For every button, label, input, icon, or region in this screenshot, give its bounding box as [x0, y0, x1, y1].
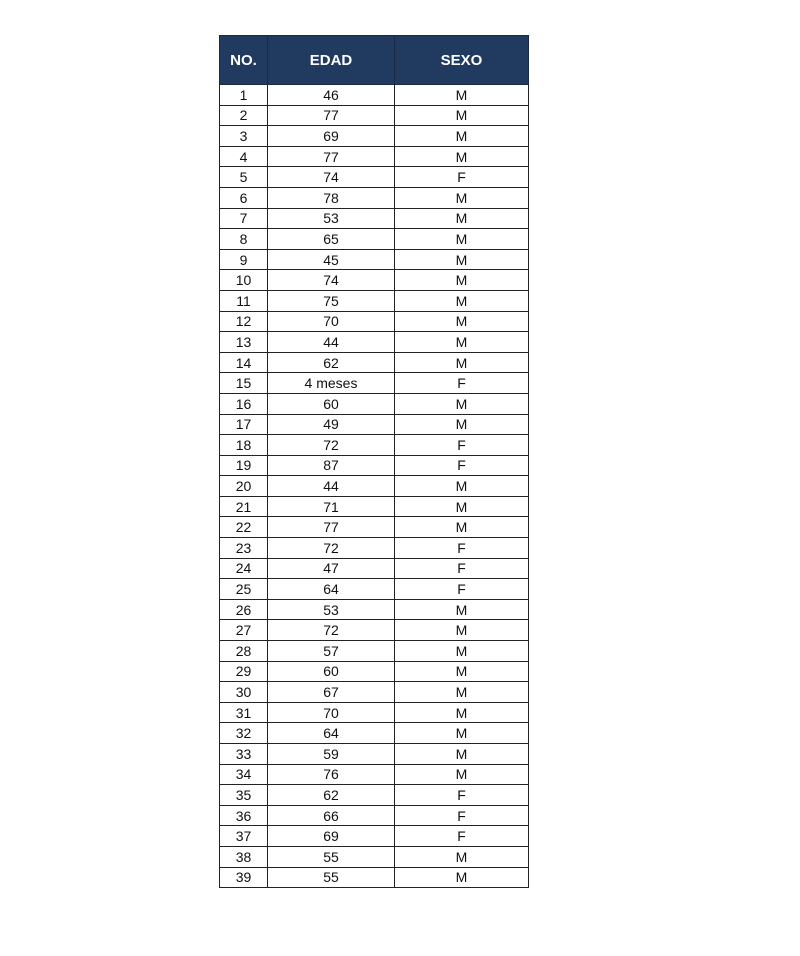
- table-row: [220, 867, 529, 888]
- cell-sexo: F: [395, 805, 529, 826]
- table-row: [220, 167, 529, 188]
- header-sexo: SEXO: [395, 36, 529, 85]
- cell-edad: 71: [268, 496, 395, 517]
- cell-edad: 74: [268, 167, 395, 188]
- cell-edad: 72: [268, 620, 395, 641]
- cell-sexo: M: [395, 187, 529, 208]
- cell-no: 6: [220, 187, 268, 208]
- cell-sexo: M: [395, 702, 529, 723]
- cell-sexo: M: [395, 208, 529, 229]
- table-row: [220, 846, 529, 867]
- cell-edad: 44: [268, 332, 395, 353]
- header-row: [220, 36, 529, 85]
- cell-no: 13: [220, 332, 268, 353]
- table-row: [220, 105, 529, 126]
- cell-edad: 78: [268, 187, 395, 208]
- cell-sexo: M: [395, 661, 529, 682]
- table-row: [220, 682, 529, 703]
- cell-edad: 62: [268, 352, 395, 373]
- cell-sexo: M: [395, 620, 529, 641]
- table-row: [220, 599, 529, 620]
- table-row: [220, 146, 529, 167]
- cell-sexo: M: [395, 85, 529, 106]
- cell-edad: 55: [268, 867, 395, 888]
- cell-sexo: F: [395, 785, 529, 806]
- cell-edad: 55: [268, 846, 395, 867]
- cell-no: 5: [220, 167, 268, 188]
- table-row: [220, 290, 529, 311]
- table-row: [220, 187, 529, 208]
- table-body: [220, 85, 529, 888]
- cell-sexo: M: [395, 146, 529, 167]
- table-row: [220, 723, 529, 744]
- table-row: [220, 435, 529, 456]
- cell-edad: 60: [268, 393, 395, 414]
- table-row: [220, 620, 529, 641]
- cell-no: 18: [220, 435, 268, 456]
- cell-edad: 77: [268, 517, 395, 538]
- cell-edad: 72: [268, 435, 395, 456]
- cell-sexo: M: [395, 744, 529, 765]
- patients-table: [219, 35, 529, 888]
- cell-no: 7: [220, 208, 268, 229]
- cell-edad: 64: [268, 723, 395, 744]
- header-edad: EDAD: [268, 36, 395, 85]
- cell-no: 26: [220, 599, 268, 620]
- cell-no: 11: [220, 290, 268, 311]
- table-row: [220, 332, 529, 353]
- table-row: [220, 393, 529, 414]
- cell-no: 38: [220, 846, 268, 867]
- table-row: [220, 826, 529, 847]
- cell-no: 17: [220, 414, 268, 435]
- cell-no: 10: [220, 270, 268, 291]
- cell-edad: 75: [268, 290, 395, 311]
- cell-edad: 70: [268, 311, 395, 332]
- cell-sexo: M: [395, 290, 529, 311]
- table-row: [220, 208, 529, 229]
- cell-no: 35: [220, 785, 268, 806]
- cell-edad: 69: [268, 826, 395, 847]
- table-row: [220, 455, 529, 476]
- cell-no: 22: [220, 517, 268, 538]
- table-row: [220, 270, 529, 291]
- cell-edad: 67: [268, 682, 395, 703]
- cell-no: 30: [220, 682, 268, 703]
- table-row: [220, 785, 529, 806]
- cell-sexo: F: [395, 826, 529, 847]
- cell-no: 36: [220, 805, 268, 826]
- table-row: [220, 414, 529, 435]
- cell-sexo: M: [395, 723, 529, 744]
- table-row: [220, 579, 529, 600]
- cell-no: 15: [220, 373, 268, 394]
- cell-sexo: M: [395, 249, 529, 270]
- table-row: [220, 126, 529, 147]
- cell-no: 19: [220, 455, 268, 476]
- table-row: [220, 538, 529, 559]
- cell-sexo: M: [395, 270, 529, 291]
- cell-no: 4: [220, 146, 268, 167]
- table-row: [220, 85, 529, 106]
- cell-no: 34: [220, 764, 268, 785]
- cell-no: 16: [220, 393, 268, 414]
- cell-sexo: F: [395, 558, 529, 579]
- table-row: [220, 641, 529, 662]
- cell-edad: 69: [268, 126, 395, 147]
- cell-edad: 59: [268, 744, 395, 765]
- cell-no: 27: [220, 620, 268, 641]
- cell-no: 12: [220, 311, 268, 332]
- cell-sexo: M: [395, 229, 529, 250]
- cell-no: 39: [220, 867, 268, 888]
- cell-sexo: M: [395, 311, 529, 332]
- cell-sexo: M: [395, 332, 529, 353]
- cell-edad: 53: [268, 208, 395, 229]
- table-row: [220, 249, 529, 270]
- cell-edad: 66: [268, 805, 395, 826]
- cell-edad: 57: [268, 641, 395, 662]
- cell-edad: 77: [268, 146, 395, 167]
- table-row: [220, 476, 529, 497]
- cell-edad: 46: [268, 85, 395, 106]
- cell-no: 25: [220, 579, 268, 600]
- cell-edad: 65: [268, 229, 395, 250]
- cell-sexo: M: [395, 517, 529, 538]
- cell-sexo: M: [395, 764, 529, 785]
- cell-sexo: M: [395, 599, 529, 620]
- cell-sexo: M: [395, 496, 529, 517]
- cell-sexo: M: [395, 641, 529, 662]
- table-row: [220, 352, 529, 373]
- cell-edad: 62: [268, 785, 395, 806]
- cell-sexo: M: [395, 393, 529, 414]
- cell-edad: 74: [268, 270, 395, 291]
- table-row: [220, 373, 529, 394]
- cell-no: 31: [220, 702, 268, 723]
- cell-sexo: M: [395, 682, 529, 703]
- table-header: [220, 36, 529, 85]
- cell-edad: 72: [268, 538, 395, 559]
- cell-sexo: F: [395, 579, 529, 600]
- cell-sexo: M: [395, 476, 529, 497]
- cell-no: 21: [220, 496, 268, 517]
- cell-sexo: M: [395, 414, 529, 435]
- cell-no: 8: [220, 229, 268, 250]
- cell-no: 1: [220, 85, 268, 106]
- cell-no: 28: [220, 641, 268, 662]
- cell-edad: 53: [268, 599, 395, 620]
- cell-no: 3: [220, 126, 268, 147]
- table-row: [220, 764, 529, 785]
- cell-no: 32: [220, 723, 268, 744]
- cell-edad: 70: [268, 702, 395, 723]
- cell-edad: 76: [268, 764, 395, 785]
- cell-no: 9: [220, 249, 268, 270]
- table-row: [220, 744, 529, 765]
- table-row: [220, 229, 529, 250]
- cell-no: 24: [220, 558, 268, 579]
- cell-no: 2: [220, 105, 268, 126]
- table-row: [220, 702, 529, 723]
- cell-edad: 77: [268, 105, 395, 126]
- table-row: [220, 517, 529, 538]
- cell-no: 20: [220, 476, 268, 497]
- cell-no: 29: [220, 661, 268, 682]
- cell-sexo: M: [395, 352, 529, 373]
- cell-sexo: F: [395, 455, 529, 476]
- cell-no: 14: [220, 352, 268, 373]
- cell-edad: 64: [268, 579, 395, 600]
- cell-no: 33: [220, 744, 268, 765]
- cell-edad: 45: [268, 249, 395, 270]
- cell-sexo: F: [395, 167, 529, 188]
- cell-edad: 44: [268, 476, 395, 497]
- table-row: [220, 496, 529, 517]
- cell-sexo: M: [395, 846, 529, 867]
- cell-sexo: M: [395, 126, 529, 147]
- cell-edad: 60: [268, 661, 395, 682]
- cell-edad: 49: [268, 414, 395, 435]
- table-row: [220, 661, 529, 682]
- table-row: [220, 805, 529, 826]
- cell-no: 23: [220, 538, 268, 559]
- cell-edad: 4 meses: [268, 373, 395, 394]
- cell-sexo: M: [395, 867, 529, 888]
- cell-sexo: F: [395, 538, 529, 559]
- cell-sexo: M: [395, 105, 529, 126]
- cell-sexo: F: [395, 435, 529, 456]
- cell-no: 37: [220, 826, 268, 847]
- header-no: NO.: [220, 36, 268, 85]
- cell-edad: 47: [268, 558, 395, 579]
- cell-sexo: F: [395, 373, 529, 394]
- cell-edad: 87: [268, 455, 395, 476]
- table-row: [220, 311, 529, 332]
- table-row: [220, 558, 529, 579]
